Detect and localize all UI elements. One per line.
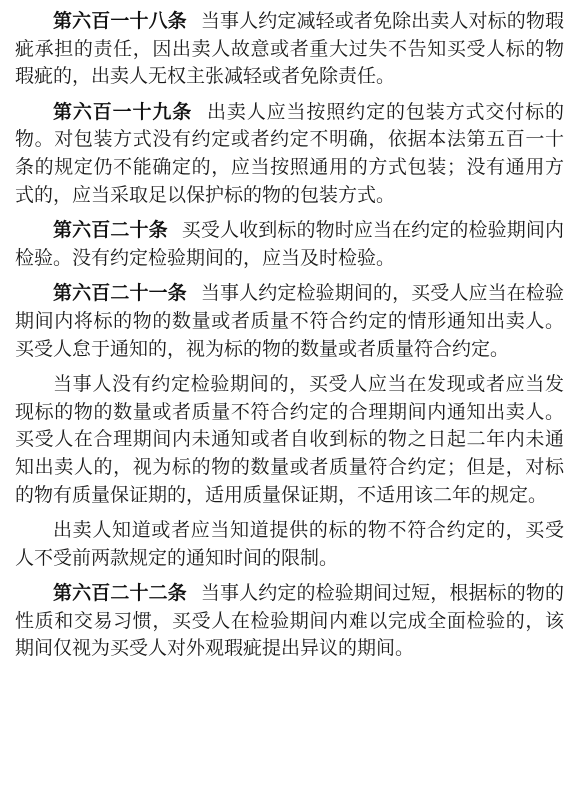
article-number: 第六百二十条 xyxy=(53,219,168,242)
article-text: 当事人约定检验期间的，买受人应当在检验期间内将标的物的数量或者质量不符合约定的情形通知出卖人。买受人怠于通知的，视为标的物的数量或者质量符合约定。 xyxy=(15,282,564,360)
article-621-clause-3-paragraph xyxy=(15,517,564,572)
article-622-paragraph xyxy=(15,580,564,663)
article-number: 第六百一十九条 xyxy=(53,100,193,123)
article-text: 当事人约定减轻或者免除出卖人对标的物瑕疵承担的责任，因出卖人故意或者重大过失不告知买受人标的物瑕疵的，出卖人无权主张减轻或者免除责任。 xyxy=(15,10,564,88)
article-number: 第六百二十一条 xyxy=(53,282,187,305)
article-text: 当事人约定的检验期间过短，根据标的物的性质和交易习惯，买受人在检验期间内难以完成全面检验的，该期间仅视为买受人对外观瑕疵提出异议的期间。 xyxy=(15,582,564,660)
article-text: 出卖人应当按照约定的包装方式交付标的物。对包装方式没有约定或者约定不明确，依据本法第五百一十条的规定仍不能确定的，应当按照通用的方式包装；没有通用方式的，应当采取足以保护标的物的包装方式。 xyxy=(15,100,564,206)
article-text: 出卖人知道或者应当知道提供的标的物不符合约定的，买受人不受前两款规定的通知时间的限制。 xyxy=(15,519,564,569)
article-619-paragraph xyxy=(15,99,564,209)
article-621-clause-2-paragraph xyxy=(15,371,564,509)
article-number: 第六百一十八条 xyxy=(53,10,187,32)
article-text: 当事人没有约定检验期间的，买受人应当在发现或者应当发现标的物的数量或者质量不符合约定的合理期间内通知出卖人。买受人在合理期间内未通知或者自收到标的物之日起二年内未通知出卖人的，视为标的物的数量或者质量符合约定；但是，对标的物有质量保证期的，适用质量保证期，不适用该二年的规定。 xyxy=(15,373,564,506)
article-618-paragraph xyxy=(15,8,564,91)
article-number: 第六百二十二条 xyxy=(53,582,187,605)
article-text: 买受人收到标的物时应当在约定的检验期间内检验。没有约定检验期间的，应当及时检验。 xyxy=(15,219,564,269)
article-621-paragraph xyxy=(15,280,564,363)
article-620-paragraph xyxy=(15,217,564,272)
